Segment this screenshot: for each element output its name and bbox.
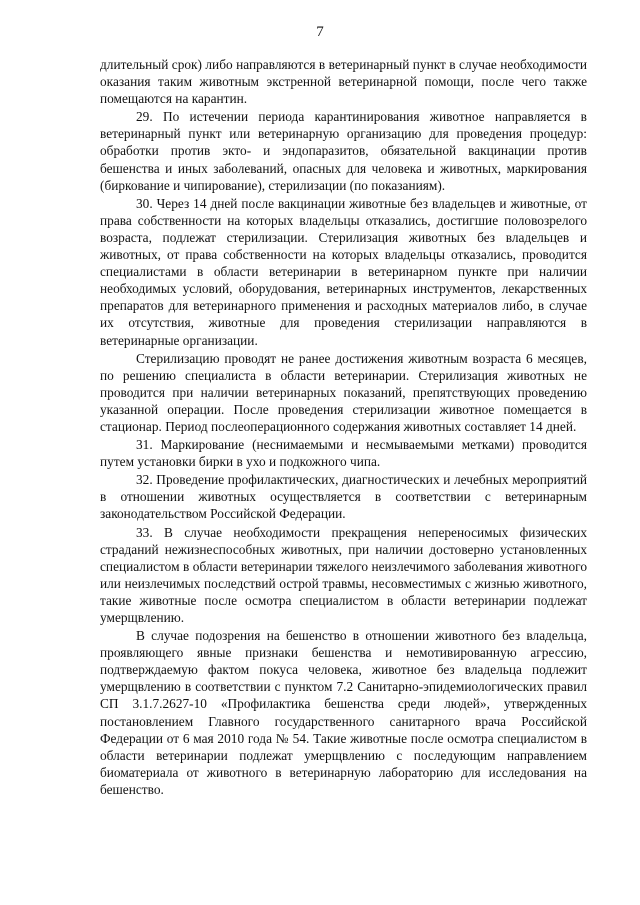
page-number: 7	[316, 24, 324, 40]
paragraph-rabies-suspicion: В случае подозрения на бешенство в отношении животного без владельца, проявляющего явные признаки бешенства и немотивированную агрессию, подтверждаемую фактом покуса человека, животное без владельца подлежит умерщвлению в соответствии с пунктом 7.2 Санитарно-эпидемиологических правил СП 3.1.7.2627-10 «Профилактика бешенства среди людей», утвержденных постановлением Главного государственного санитарного врача Российской Федерации от 6 мая 2010 года № 54. Такие животные после осмотра специалистом в области ветеринарии подлежат умерщвлению с последующим направлением биоматериала от животного в ветеринарную лабораторию для исследования на бешенство.	[100, 628, 587, 797]
paragraph-continuation: длительный срок) либо направляются в ветеринарный пункт в случае необходимости оказания таким животным экстренной ветеринарной помощи, после чего также помещаются на карантин.	[100, 57, 587, 107]
paragraph-item-30: 30. Через 14 дней после вакцинации животные без владельцев и животные, от права собственности на которых владельцы отказались, достигшие половозрелого возраста, подлежат стерилизации. Стерилизация животных без владельцев и животных, от права собственности на которых владельцы отказались, проводится специалистами в области ветеринарии в ветеринарном пункте при наличии необходимых условий, оборудования, ветеринарных инструментов, лекарственных препаратов для ветеринарного применения и расходных материалов либо, в случае их отсутствия, животные для проведения стерилизации направляются в ветеринарные организации.	[100, 195, 587, 348]
paragraph-sterilization-age: Стерилизацию проводят не ранее достижения животным возраста 6 месяцев, по решению специалиста в области ветеринарии. Стерилизация животных не проводится при наличии ветеринарных показаний, препятствующих проведению указанной операции. После проведения стерилизации животное помещается в стационар. Период послеоперационного содержания животных составляет 14 дней.	[100, 350, 587, 434]
paragraph-item-33: 33. В случае необходимости прекращения непереносимых физических страданий нежизнеспособных животных, при наличии достоверно установленных специалистом в области ветеринарии тяжелого неизлечимого заболевания животного или неизлечимых последствий острой травмы, несовместимых с жизнью животного, такие животные после осмотра специалистом в области ветеринарии подлежат умерщвлению.	[100, 524, 587, 625]
paragraph-item-32: 32. Проведение профилактических, диагностических и лечебных мероприятий в отношении животных осуществляется в соответствии с ветеринарным законодательством Российской Федерации.	[100, 472, 587, 522]
paragraph-item-31: 31. Маркирование (неснимаемыми и несмываемыми метками) проводится путем установки бирки в ухо и подкожного чипа.	[100, 437, 587, 470]
paragraph-item-29: 29. По истечении периода карантинирования животное направляется в ветеринарный пункт или ветеринарную организацию для проведения процедур: обработки против экто- и эндопаразитов, обязательной вакцинации против бешенства и иных заболеваний, опасных для человека и животных, маркирования (биркование и чипирование), стерилизации (по показаниям).	[100, 109, 587, 193]
document-body	[100, 56, 587, 798]
